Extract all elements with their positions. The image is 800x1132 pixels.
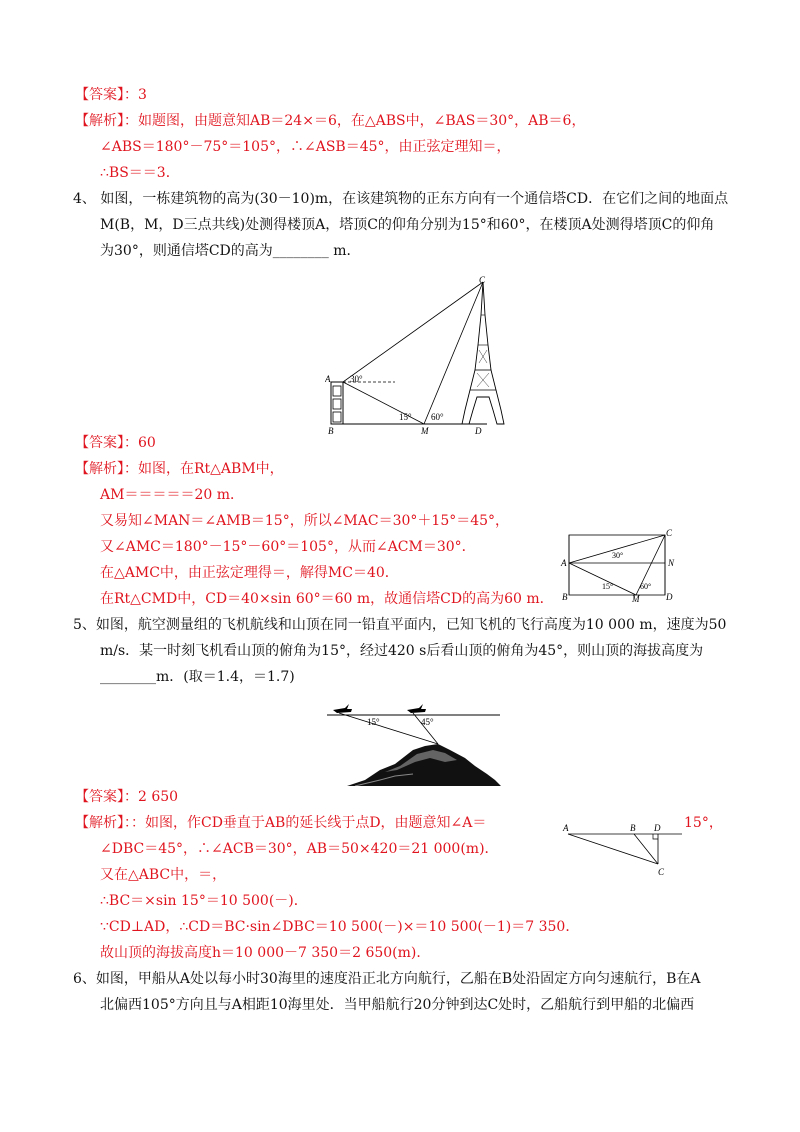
small-angle-30: 30° [612, 551, 624, 560]
text-line: 【答案】：60 [75, 435, 156, 451]
text-line: M(B，M，D三点共线)处测得楼顶A，塔顶C的仰角分别为15°和60°，在楼顶A处测得塔顶C的仰角 [100, 217, 715, 233]
text-line: 故山顶的海拔高度h＝10 000－7 350＝2 650(m)． [100, 945, 431, 961]
text-line: 为30°，则通信塔CD的高为________ m． [100, 243, 361, 259]
small-point-n: N [668, 558, 675, 568]
text-line: 【答案】：3 [75, 87, 147, 103]
mountain-figure [325, 700, 505, 790]
text-line: ∴BC＝×sin 15°＝10 500(－)． [100, 893, 308, 909]
tri-point-b: B [630, 823, 636, 833]
small-point-a: A [561, 558, 567, 568]
angle-30-label: 30° [350, 374, 363, 384]
tower-figure [325, 275, 505, 435]
text-line: ∵CD⊥AD，∴CD＝BC·sin∠DBC＝10 500(－)×＝10 500(－1)＝7 350． [100, 919, 580, 935]
text-line: 5、如图，航空测量组的飞机航线和山顶在同一铅直平面内，已知飞机的飞行高度为10 000 m，速度为50 [73, 617, 727, 633]
text-line: 【解析】：如题图，由题意知AB＝24×＝6，在△ABS中，∠BAS＝30°，AB＝6， [75, 113, 586, 129]
point-m-label: M [421, 426, 429, 435]
text-line: 又∠AMC＝180°－15°－60°＝105°，从而∠ACM＝30°． [100, 539, 476, 555]
text-line: 又在△ABC中，＝， [100, 867, 227, 883]
text-line: 【解析】：：如图，作CD垂直于AB的延长线于点D，由题意知∠A＝ [75, 815, 487, 831]
text-line: m/s．某一时刻飞机看山顶的俯角为15°，经过420 s后看山顶的俯角为45°，则山顶的海拔高度为 [100, 643, 704, 659]
triangle-diagram [560, 820, 690, 880]
text-line: 15°， [684, 815, 723, 831]
text-line: 在△AMC中，由正弦定理得＝，解得MC＝40． [100, 565, 399, 581]
tri-point-d: D [654, 823, 661, 833]
point-c-label: C [479, 275, 486, 285]
mountain-angle-15: 15° [367, 717, 380, 727]
solution-diagram-small [560, 525, 680, 603]
text-line: 【答案】：2 650 [75, 789, 179, 805]
point-b-label: B [328, 426, 334, 435]
point-d-label: D [475, 426, 482, 435]
text-line: ∠ABS＝180°－75°＝105°，∴∠ASB＝45°，由正弦定理知＝， [100, 139, 511, 155]
small-point-b: B [562, 592, 568, 602]
text-line: ∴BS＝＝3． [100, 165, 180, 181]
text-line: AM＝＝＝＝＝20 m． [100, 487, 244, 503]
text-line: 6、如图，甲船从A处以每小时30海里的速度沿正北方向航行，乙船在B处沿固定方向匀速航行，B在A [73, 971, 701, 987]
text-line: 4、 如图，一栋建筑物的高为(30－10)m，在该建筑物的正东方向有一个通信塔CD．在它们之间的地面点 [73, 191, 729, 207]
text-line: ________m．(取＝1.4，＝1.7) [100, 669, 295, 685]
angle-15-label: 15° [399, 412, 412, 422]
text-line: 北偏西105°方向且与A相距10海里处．当甲船航行20分钟到达C处时，乙船航行到甲船的北偏西 [100, 997, 695, 1013]
small-angle-60: 60° [640, 582, 652, 591]
mountain-angle-45: 45° [421, 717, 434, 727]
point-a-label: A [325, 374, 331, 384]
tri-point-a: A [563, 823, 569, 833]
text-line: 【解析】：如图，在Rt△ABM中， [75, 461, 284, 477]
small-angle-15: 15° [602, 582, 614, 591]
text-line: 又易知∠MAN＝∠AMB＝15°，所以∠MAC＝30°＋15°＝45°， [100, 513, 510, 529]
text-line: 在Rt△CMD中，CD＝40×sin 60°＝60 m，故通信塔CD的高为60 m． [100, 591, 554, 607]
angle-60-label: 60° [431, 412, 444, 422]
small-point-c: C [666, 528, 673, 538]
small-point-d: D [666, 592, 673, 602]
tri-point-c: C [658, 867, 665, 877]
small-point-m: M [632, 594, 640, 603]
text-line: ∠DBC＝45°，∴∠ACB＝30°，AB＝50×420＝21 000(m)． [100, 841, 499, 857]
